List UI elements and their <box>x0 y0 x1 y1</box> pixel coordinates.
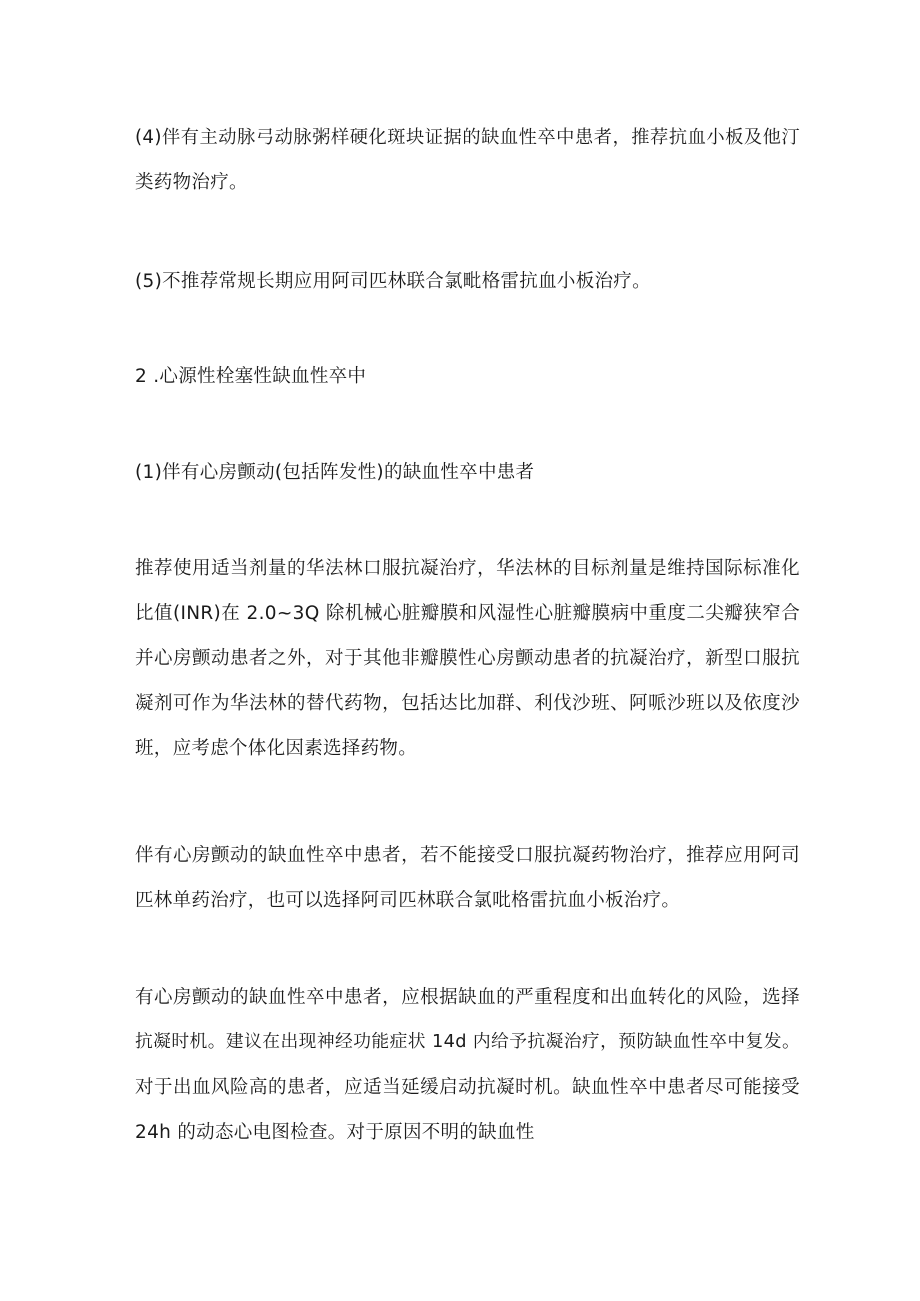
text-line: 并心房颤动患者之外，对于其他非瓣膜性心房颤动患者的抗凝治疗，新型口服抗 <box>135 648 800 669</box>
subheading: (1)伴有心房颤动(包括阵发性)的缺血性卒中患者 <box>135 462 535 483</box>
paragraph-5-no-dual-antiplatelet <box>135 259 800 304</box>
text-line: (4)伴有主动脉弓动脉粥样硬化斑块证据的缺血性卒中患者，推荐抗血小板及他汀 <box>135 127 800 148</box>
text-line: 班，应考虑个体化因素选择药物。 <box>135 738 418 759</box>
paragraph-warfarin <box>135 546 800 771</box>
text-line: 比值(INR)在 2.0~3Q 除机械心脏瓣膜和风湿性心脏瓣膜病中重度二尖瓣狭窄合 <box>135 603 800 624</box>
text-line: 抗凝时机。建议在出现神经功能症状 14d 内给予抗凝治疗，预防缺血性卒中复发。 <box>135 1032 800 1052</box>
document-page <box>135 0 800 1301</box>
section-heading-cardioembolic <box>135 354 800 399</box>
paragraph-anticoagulation-timing <box>135 975 800 1155</box>
section-heading: 2 .心源性栓塞性缺血性卒中 <box>135 366 367 387</box>
text-line: 匹林单药治疗，也可以选择阿司匹林联合氯吡格雷抗血小板治疗。 <box>135 890 681 911</box>
text-line: (5)不推荐常规长期应用阿司匹林联合氯毗格雷抗血小板治疗。 <box>135 271 651 292</box>
text-line: 伴有心房颤动的缺血性卒中患者，若不能接受口服抗凝药物治疗，推荐应用阿司 <box>135 845 800 866</box>
text-line: 类药物治疗。 <box>135 172 248 193</box>
paragraph-aspirin-alternative <box>135 833 800 923</box>
paragraph-4-aortic-arch <box>135 115 800 205</box>
text-line: 24h 的动态心电图检查。对于原因不明的缺血性 <box>135 1122 535 1143</box>
text-line: 推荐使用适当剂量的华法林口服抗凝治疗，华法林的目标剂量是维持国际标准化 <box>135 558 800 579</box>
text-line: 对于出血风险高的患者，应适当延缓启动抗凝时机。缺血性卒中患者尽可能接受 <box>135 1077 800 1098</box>
subheading-atrial-fibrillation <box>135 450 800 495</box>
text-line: 有心房颤动的缺血性卒中患者，应根据缺血的严重程度和出血转化的风险，选择 <box>135 987 800 1008</box>
text-line: 凝剂可作为华法林的替代药物，包括达比加群、利伐沙班、阿哌沙班以及依度沙 <box>135 693 800 714</box>
